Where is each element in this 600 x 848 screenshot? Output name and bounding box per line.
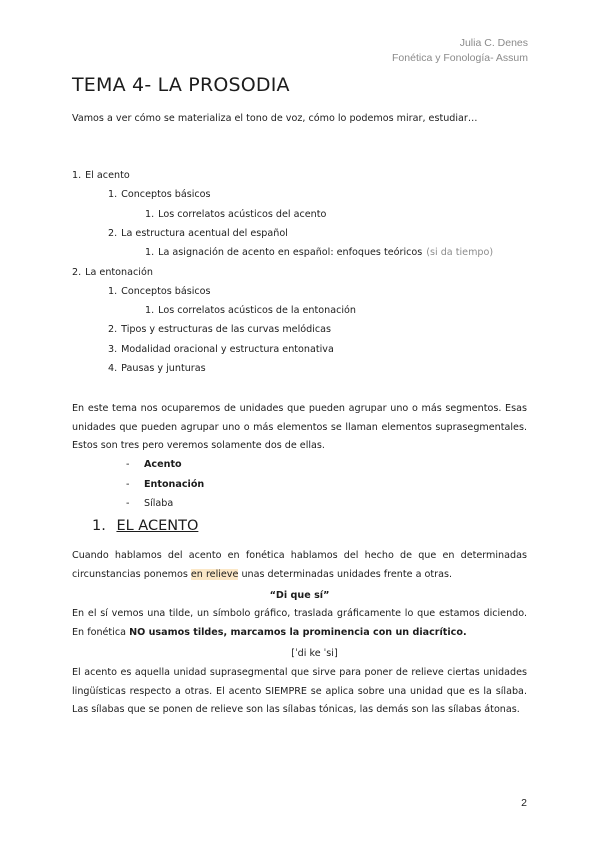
paragraph-suprasegmental: En este tema nos ocuparemos de unidades que pueden agrupar uno o más segmentos. Esas unidades que pueden agrupar uno o más elementos se llaman elementos suprasegmentales. Estos son tres pero veremos solamente dos de ellas. bbox=[72, 403, 527, 451]
paragraph-acento-def bbox=[72, 547, 527, 584]
para2-after: unas determinadas unidades frente a otras. bbox=[238, 568, 453, 580]
suprasegmental-list bbox=[126, 459, 204, 518]
outline-number: 1. bbox=[108, 189, 118, 201]
para3-text: En el sí vemos una tilde, un símbolo gráfico, traslada gráficamente lo que estamos diciendo. En fonética bbox=[72, 608, 527, 638]
paragraph-acento-unidad: El acento es aquella unidad suprasegmental que sirve para poner de relieve ciertas unidades lingüísticas respecto a otras. El acento SIEMPRE se aplica sobre una unidad que es la sílaba. Las sílabas que se ponen de relieve son las sílabas tónicas, las demás son las sílabas átonas. bbox=[72, 667, 527, 715]
outline-text: Modalidad oracional y estructura entonativa bbox=[121, 343, 334, 355]
header-course: Fonética y Fonología- Assum bbox=[392, 52, 528, 64]
outline-number: 4. bbox=[108, 363, 118, 374]
outline-item bbox=[145, 305, 356, 316]
example-phrase: “Di que sí” bbox=[269, 590, 330, 601]
outline-number: 1. bbox=[145, 305, 155, 317]
outline-number: 1. bbox=[145, 208, 155, 220]
highlighted-term: en relieve bbox=[190, 568, 239, 580]
outline-item bbox=[108, 363, 206, 374]
outline-text: Conceptos básicos bbox=[121, 285, 211, 297]
outline-number: 2. bbox=[108, 324, 118, 336]
para3-bold: NO usamos tildes, marcamos la prominencia con un diacrítico. bbox=[129, 626, 467, 638]
outline-number: 2. bbox=[72, 266, 82, 278]
outline-item bbox=[108, 286, 211, 297]
document-title: TEMA 4- LA PROSODIA bbox=[72, 74, 290, 96]
outline-text: El acento bbox=[85, 170, 130, 181]
paragraph-tilde bbox=[72, 605, 527, 642]
outline-number: 2. bbox=[108, 227, 118, 239]
outline-text: Los correlatos acústicos de la entonación bbox=[158, 305, 356, 317]
intro-text: Vamos a ver cómo se materializa el tono de voz, cómo lo podemos mirar, estudiar… bbox=[72, 113, 478, 124]
outline-item bbox=[108, 324, 331, 335]
list-item-text: Entonación bbox=[144, 478, 205, 490]
outline-note: (si da tiempo) bbox=[426, 247, 494, 259]
list-item-text: Sílaba bbox=[144, 498, 174, 509]
outline-number: 3. bbox=[108, 343, 118, 355]
outline-item bbox=[72, 267, 153, 278]
outline-item bbox=[108, 189, 211, 200]
outline-text: La asignación de acento en español: enfoques teóricos bbox=[158, 247, 423, 259]
outline-text: Pausas y junturas bbox=[121, 363, 206, 374]
list-dash: - bbox=[126, 478, 130, 490]
list-dash: - bbox=[126, 498, 130, 509]
outline-text: Los correlatos acústicos del acento bbox=[158, 208, 327, 220]
para2-before: Cuando hablamos del acento en fonética hablamos del hecho de que en determinadas circunstancias ponemos bbox=[72, 550, 527, 580]
page-number: 2 bbox=[521, 797, 527, 809]
outline-text: Tipos y estructuras de las curvas melódicas bbox=[121, 324, 332, 336]
list-item bbox=[126, 459, 204, 479]
header-author: Julia C. Denes bbox=[459, 37, 528, 49]
outline-number: 1. bbox=[72, 170, 82, 181]
outline-item bbox=[145, 247, 493, 258]
list-dash: - bbox=[126, 459, 130, 470]
list-item-text: Acento bbox=[144, 459, 182, 470]
outline-number: 1. bbox=[108, 285, 118, 297]
section-heading-acento bbox=[92, 518, 198, 534]
page-header bbox=[392, 36, 528, 66]
outline-number: 1. bbox=[145, 247, 155, 259]
outline-item bbox=[108, 344, 334, 355]
section-title: EL ACENTO bbox=[116, 518, 199, 534]
list-item bbox=[126, 479, 204, 499]
outline-text: La entonación bbox=[85, 266, 153, 278]
outline-item bbox=[145, 209, 326, 220]
outline-item bbox=[108, 228, 288, 239]
section-number: 1. bbox=[92, 518, 106, 534]
list-item bbox=[126, 498, 204, 518]
phonetic-transcription: [ˈdi ke ˈsi] bbox=[291, 648, 338, 659]
outline-text: La estructura acentual del español bbox=[121, 227, 288, 239]
outline-text: Conceptos básicos bbox=[121, 189, 211, 201]
outline-item bbox=[72, 170, 130, 181]
